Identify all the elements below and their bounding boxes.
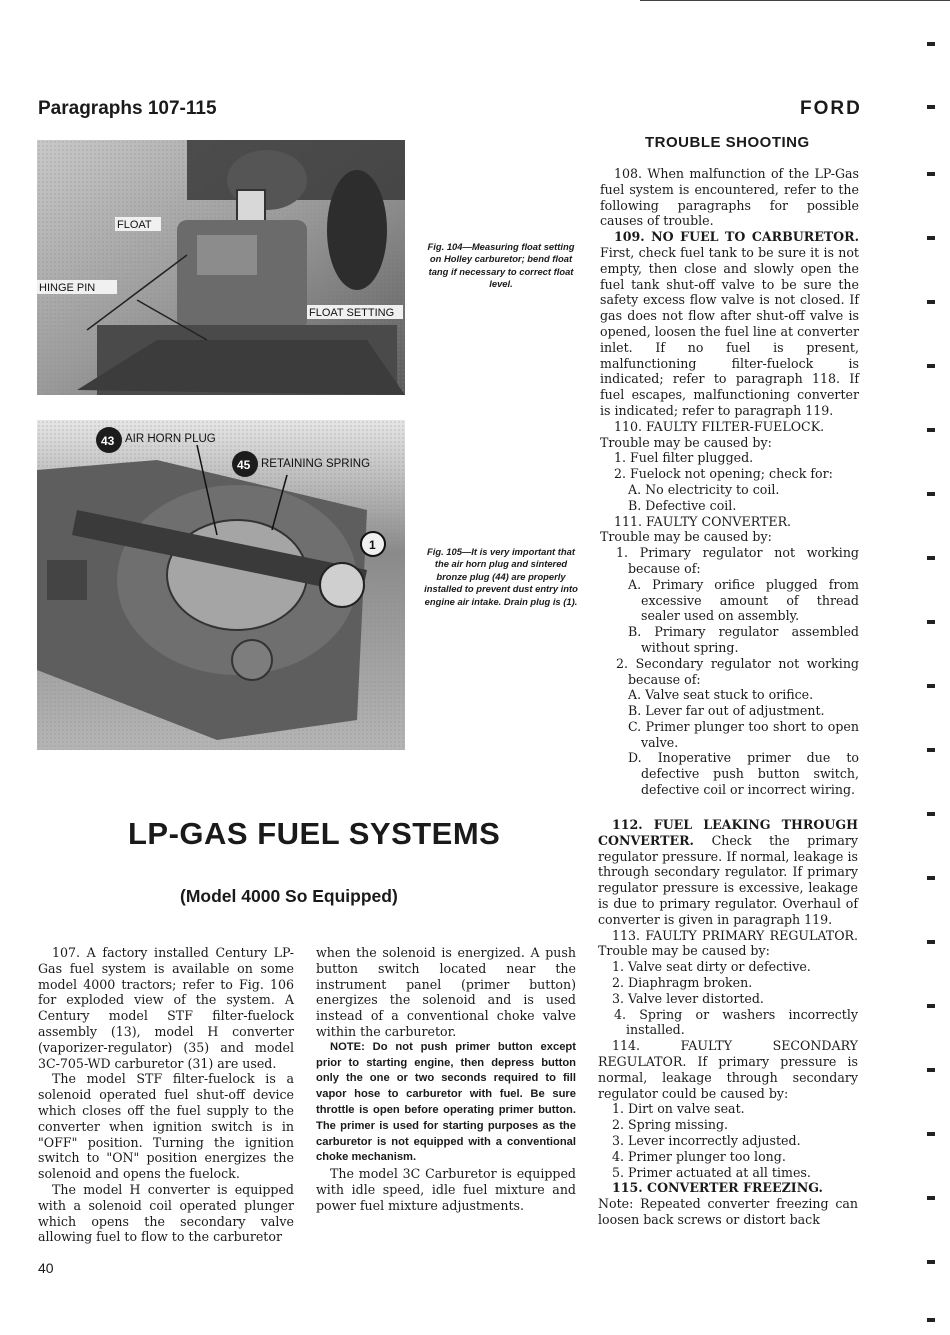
margin-mark — [927, 1132, 935, 1136]
margin-mark — [927, 876, 935, 880]
margin-mark — [927, 236, 935, 240]
margin-mark — [927, 42, 935, 46]
paragraph-109 — [600, 229, 859, 419]
paragraph-113-cause: Trouble may be caused by: — [598, 943, 770, 959]
margin-mark — [927, 300, 935, 304]
subtitle: (Model 4000 So Equipped) — [180, 886, 398, 906]
figure-105-caption: Fig. 105—It is very important that the air horn plug and sintered bronze plug (44) are properly installed to prevent dust entry into engine air intake. Drain plug is (1). — [424, 546, 578, 607]
margin-mark — [927, 812, 935, 816]
paragraph-107-b: The model STF filter-fuelock is a solenoid operated fuel shut-off device which closes off the fuel supply to the converter when ignition switch is in "OFF" position. Turning the ignition switch to "ON" position energizes the solenoid and opens the fuelock. — [38, 1071, 294, 1182]
paragraph-112-body: Check the primary regulator pressure. If normal, leakage is through secondary regulator. If primary regulator pressure is excessive, leakage is due to primary regulator. Overhaul of converter is given in paragraph 119. — [598, 832, 858, 927]
margin-mark — [927, 1260, 935, 1264]
float-setting-label: FLOAT SETTING — [309, 307, 395, 319]
paragraph-114 — [598, 1038, 858, 1101]
margin-mark — [927, 1068, 935, 1072]
margin-mark — [927, 1196, 935, 1200]
list-item: 1. Dirt on valve seat. — [612, 1101, 745, 1117]
list-subitem: B. Defective coil. — [628, 497, 737, 513]
list-item: 5. Primer actuated at all times. — [612, 1164, 811, 1180]
top-rule — [640, 0, 950, 1]
margin-mark — [927, 428, 935, 432]
paragraph-112-heading: 112. FUEL LEAKING THROUGH CONVERTER. — [598, 817, 858, 848]
list-item: 2. Spring missing. — [612, 1117, 729, 1133]
running-header-left: Paragraphs 107-115 — [38, 98, 217, 119]
section-heading: TROUBLE SHOOTING — [645, 134, 810, 151]
margin-mark — [927, 556, 935, 560]
paragraph-114-body: If primary pressure is normal, leakage through secondary regulator could be caused by: — [598, 1053, 858, 1101]
callout-1: 1 — [369, 538, 376, 552]
margin-mark — [927, 364, 935, 368]
running-header-right: FORD — [800, 98, 862, 119]
margin-mark — [927, 940, 935, 944]
figure-105-photo — [37, 420, 405, 750]
note-primer-button: NOTE: Do not push primer button except prior to starting engine, then depress button only the one or two seconds required to fill vapor hose to carburetor with fuel. Be sure throttle is open before operating primer button. The primer is used for starting purposes as the carburetor is not equipped with a conventional choke mechanism. — [316, 1040, 576, 1164]
list-item: 3. Lever incorrectly adjusted. — [612, 1132, 801, 1148]
list-subitem: D. Inoperative primer due to defective push button switch, defective coil or incorrect wiring. — [628, 750, 859, 798]
figure-104-photo — [37, 140, 405, 395]
list-subitem: A. Primary orifice plugged from excessive amount of thread sealer used on assembly. — [628, 576, 859, 624]
margin-mark — [927, 172, 935, 176]
retaining-spring-label: RETAINING SPRING — [261, 458, 371, 470]
list-subitem: B. Lever far out of adjustment. — [628, 703, 825, 719]
right-column-lower — [598, 817, 858, 1228]
list-item: 2. Fuelock not opening; check for: — [614, 466, 833, 482]
left-column — [38, 945, 294, 1245]
list-subitem: A. Valve seat stuck to orifice. — [628, 687, 814, 703]
list-item: 1. Fuel filter plugged. — [614, 450, 754, 466]
margin-mark — [927, 620, 935, 624]
margin-mark — [927, 1318, 935, 1322]
margin-mark — [927, 748, 935, 752]
hinge-pin-label: HINGE PIN — [39, 282, 96, 294]
paragraph-114-heading: 114. FAULTY SECONDARY REGULATOR. — [598, 1038, 858, 1069]
list-subitem: A. No electricity to coil. — [628, 481, 780, 497]
list-item: 1. Primary regulator not working because of: — [616, 545, 859, 576]
paragraph-112 — [598, 817, 858, 928]
list-item: 4. Spring or washers incorrectly installed. — [614, 1006, 858, 1038]
paragraph-115-body: Note: Repeated converter freezing can loosen back screws or distort back — [598, 1196, 858, 1227]
margin-mark — [927, 684, 935, 688]
list-item: 4. Primer plunger too long. — [612, 1148, 786, 1164]
callout-45: 45 — [237, 458, 251, 472]
list-item: 2. Secondary regulator not working because of: — [616, 655, 859, 687]
paragraph-107-continued: when the solenoid is energized. A push button switch located near the instrument panel (primer button) energizes the solenoid and is used instead of a conventional choke valve within the carburetor. — [316, 945, 576, 1039]
main-title: LP-GAS FUEL SYSTEMS — [128, 816, 501, 851]
paragraph-115-heading: 115. CONVERTER FREEZING. — [612, 1180, 823, 1196]
list-item: 3. Valve lever distorted. — [612, 990, 764, 1006]
right-column-upper — [600, 166, 859, 798]
paragraph-carburetor: The model 3C Carburetor is equipped with idle speed, idle fuel mixture and power fuel mixture adjustments. — [316, 1166, 576, 1213]
paragraph-111-cause: Trouble may be caused by: — [600, 529, 772, 545]
middle-column — [316, 945, 576, 1214]
callout-43: 43 — [101, 434, 115, 448]
air-horn-plug-label: AIR HORN PLUG — [125, 433, 216, 445]
list-subitem: B. Primary regulator assembled without spring. — [628, 624, 859, 655]
paragraph-110-cause: Trouble may be caused by: — [600, 434, 772, 450]
paragraph-113-heading: 113. FAULTY PRIMARY REGULATOR. — [612, 927, 858, 943]
paragraph-107: 107. A factory installed Century LP-Gas fuel system is available on some model 4000 tractors; refer to Fig. 106 for exploded view of the system. A Century model STF filter-fuelock assembly (13), model H converter (vaporizer-regulator) (35) and model 3C-705-WD carburetor (31) are used. — [38, 945, 294, 1071]
margin-mark — [927, 1004, 935, 1008]
list-subitem: C. Primer plunger too short to open valve. — [628, 718, 859, 750]
list-item: 1. Valve seat dirty or defective. — [612, 959, 811, 975]
paragraph-113 — [598, 928, 858, 960]
figure-104-caption: Fig. 104—Measuring float setting on Holley carburetor; bend float tang if necessary to correct float level. — [427, 241, 575, 290]
float-label: FLOAT — [117, 219, 152, 231]
paragraph-107-c: The model H converter is equipped with a solenoid coil operated plunger which opens the secondary valve allowing fuel to flow to the carburetor — [38, 1181, 294, 1245]
margin-mark — [927, 105, 935, 109]
margin-mark — [927, 492, 935, 496]
paragraph-110-heading: 110. FAULTY FILTER-FUELOCK. — [614, 418, 825, 434]
list-item: 2. Diaphragm broken. — [612, 974, 753, 990]
paragraph-111-heading: 111. FAULTY CONVERTER. — [614, 513, 792, 529]
paragraph-108: 108. When malfunction of the LP-Gas fuel system is encountered, refer to the following paragraphs for possible causes of trouble. — [600, 166, 859, 229]
paragraph-109-heading: 109. NO FUEL TO CARBURETOR. — [614, 229, 859, 245]
page-number: 40 — [38, 1260, 54, 1276]
paragraph-109-body: First, check fuel tank to be sure it is not empty, then close and slowly open the fuel tank shut-off valve to be sure the safety excess flow valve is not closed. If gas does not flow after shut-off valve is opened, loosen the fuel line at converter inlet. If no fuel is present, malfunctioning filter-fuelock is indicated; refer to paragraph 118. If fuel escapes, malfunctioning converter is indicated; refer to paragraph 119. — [600, 244, 859, 418]
